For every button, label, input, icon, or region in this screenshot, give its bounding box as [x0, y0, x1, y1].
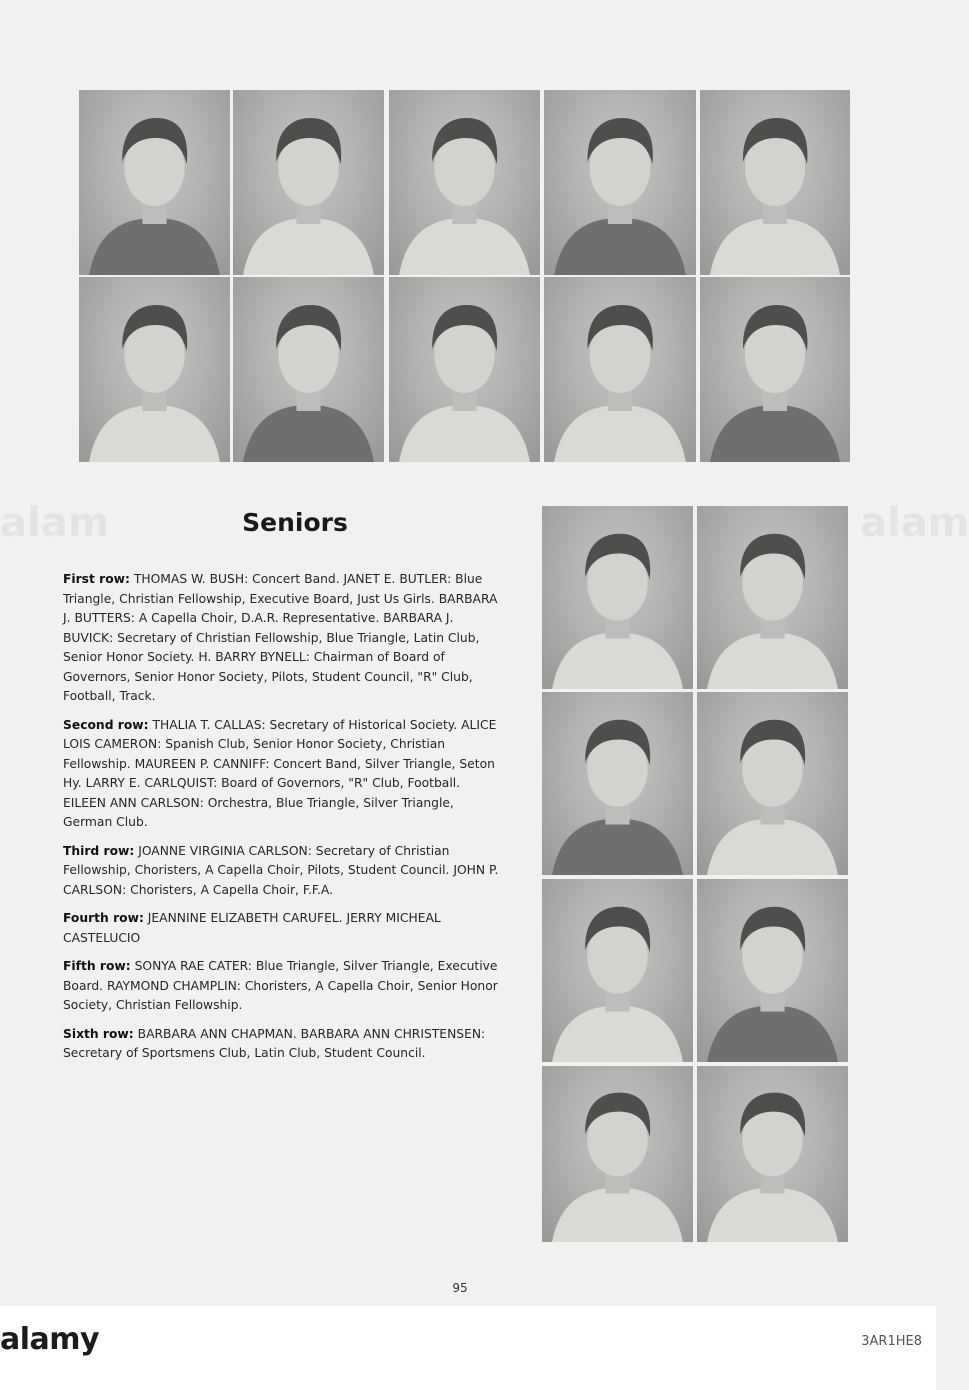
portrait-photo [79, 277, 230, 462]
row-label: Fifth row: [63, 959, 131, 973]
portrait-photo [697, 879, 848, 1062]
caption-row [63, 957, 499, 1016]
portrait-photo [544, 90, 696, 275]
watermark-image-id: 3AR1HE8 [861, 1334, 922, 1349]
portrait-photo [389, 90, 540, 275]
portrait-silhouette [79, 90, 230, 275]
page-number: 95 [452, 1281, 468, 1295]
portrait-photo [542, 506, 693, 689]
portrait-silhouette [697, 879, 848, 1062]
portrait-silhouette [389, 90, 540, 275]
portrait-silhouette [700, 90, 850, 275]
caption-row [63, 1025, 499, 1064]
row-label: First row: [63, 572, 130, 586]
portrait-photo [542, 879, 693, 1062]
row-text: THALIA T. CALLAS: Secretary of Historical Society. ALICE LOIS CAMERON: Spanish Club, Senior Honor Society, Christian Fellowship. MAUREEN P. CANNIFF: Concert Band, Silver Triangle, Seton Hy. LARRY E. CARLQUIST: Board of Governors, "R" Club, Football. EILEEN ANN CARLSON: Orchestra, Blue Triangle, Silver Triangle, German Club. [63, 717, 497, 829]
portrait-photo [389, 277, 540, 462]
watermark-logo: alamy [0, 1322, 100, 1357]
watermark-bar [0, 1306, 936, 1390]
caption-row [63, 842, 499, 901]
caption-row [63, 570, 499, 707]
portrait-silhouette [697, 692, 848, 875]
portrait-photo [79, 90, 230, 275]
portrait-silhouette [700, 277, 850, 462]
portrait-silhouette [544, 90, 696, 275]
row-text: JOANNE VIRGINIA CARLSON: Secretary of Christian Fellowship, Choristers, A Capella Choir, Pilots, Student Council. JOHN P. CARLSON: Choristers, A Capella Choir, F.F.A. [63, 843, 499, 897]
section-heading: Seniors [242, 508, 348, 537]
portrait-photo [697, 506, 848, 689]
portrait-silhouette [389, 277, 540, 462]
portrait-silhouette [542, 1066, 693, 1242]
portrait-photo [700, 277, 850, 462]
portrait-silhouette [544, 277, 696, 462]
portrait-silhouette [542, 879, 693, 1062]
row-text: THOMAS W. BUSH: Concert Band. JANET E. BUTLER: Blue Triangle, Christian Fellowship, Executive Board, Just Us Girls. BARBARA J. BUTTERS: A Capella Choir, D.A.R. Representative. BARBARA J. BUVICK: Secretary of Christian Fellowship, Blue Triangle, Latin Club, Senior Honor Society. H. BARRY BYNELL: Chairman of Board of Governors, Senior Honor Society, Pilots, Student Council, "R" Club, Football, Track. [63, 572, 498, 703]
watermark-left: alam [0, 500, 110, 546]
portrait-silhouette [79, 277, 230, 462]
portrait-photo [542, 692, 693, 875]
caption-row [63, 716, 499, 833]
portrait-silhouette [233, 90, 384, 275]
portrait-silhouette [542, 692, 693, 875]
row-label: Sixth row: [63, 1026, 134, 1041]
portrait-photo [233, 90, 384, 275]
row-label: Fourth row: [63, 911, 144, 925]
portrait-photo [233, 277, 384, 462]
portrait-photo [542, 1066, 693, 1242]
portrait-silhouette [233, 277, 384, 462]
portrait-silhouette [697, 1066, 848, 1242]
caption-block [63, 570, 499, 1073]
portrait-photo [697, 1066, 848, 1242]
row-label: Second row: [63, 717, 149, 732]
watermark-right: alam [860, 500, 969, 546]
portrait-silhouette [697, 506, 848, 689]
row-text: JEANNINE ELIZABETH CARUFEL. JERRY MICHEAL CASTELUCIO [63, 911, 441, 945]
portrait-photo [544, 277, 696, 462]
portrait-silhouette [542, 506, 693, 689]
row-text: SONYA RAE CATER: Blue Triangle, Silver Triangle, Executive Board. RAYMOND CHAMPLIN: Choristers, A Capella Choir, Senior Honor Society, Christian Fellowship. [63, 959, 498, 1012]
row-label: Third row: [63, 843, 135, 858]
portrait-photo [700, 90, 850, 275]
row-text: BARBARA ANN CHAPMAN. BARBARA ANN CHRISTENSEN: Secretary of Sportsmens Club, Latin Club, Student Council. [63, 1026, 486, 1060]
portrait-photo [697, 692, 848, 875]
caption-row [63, 909, 499, 948]
